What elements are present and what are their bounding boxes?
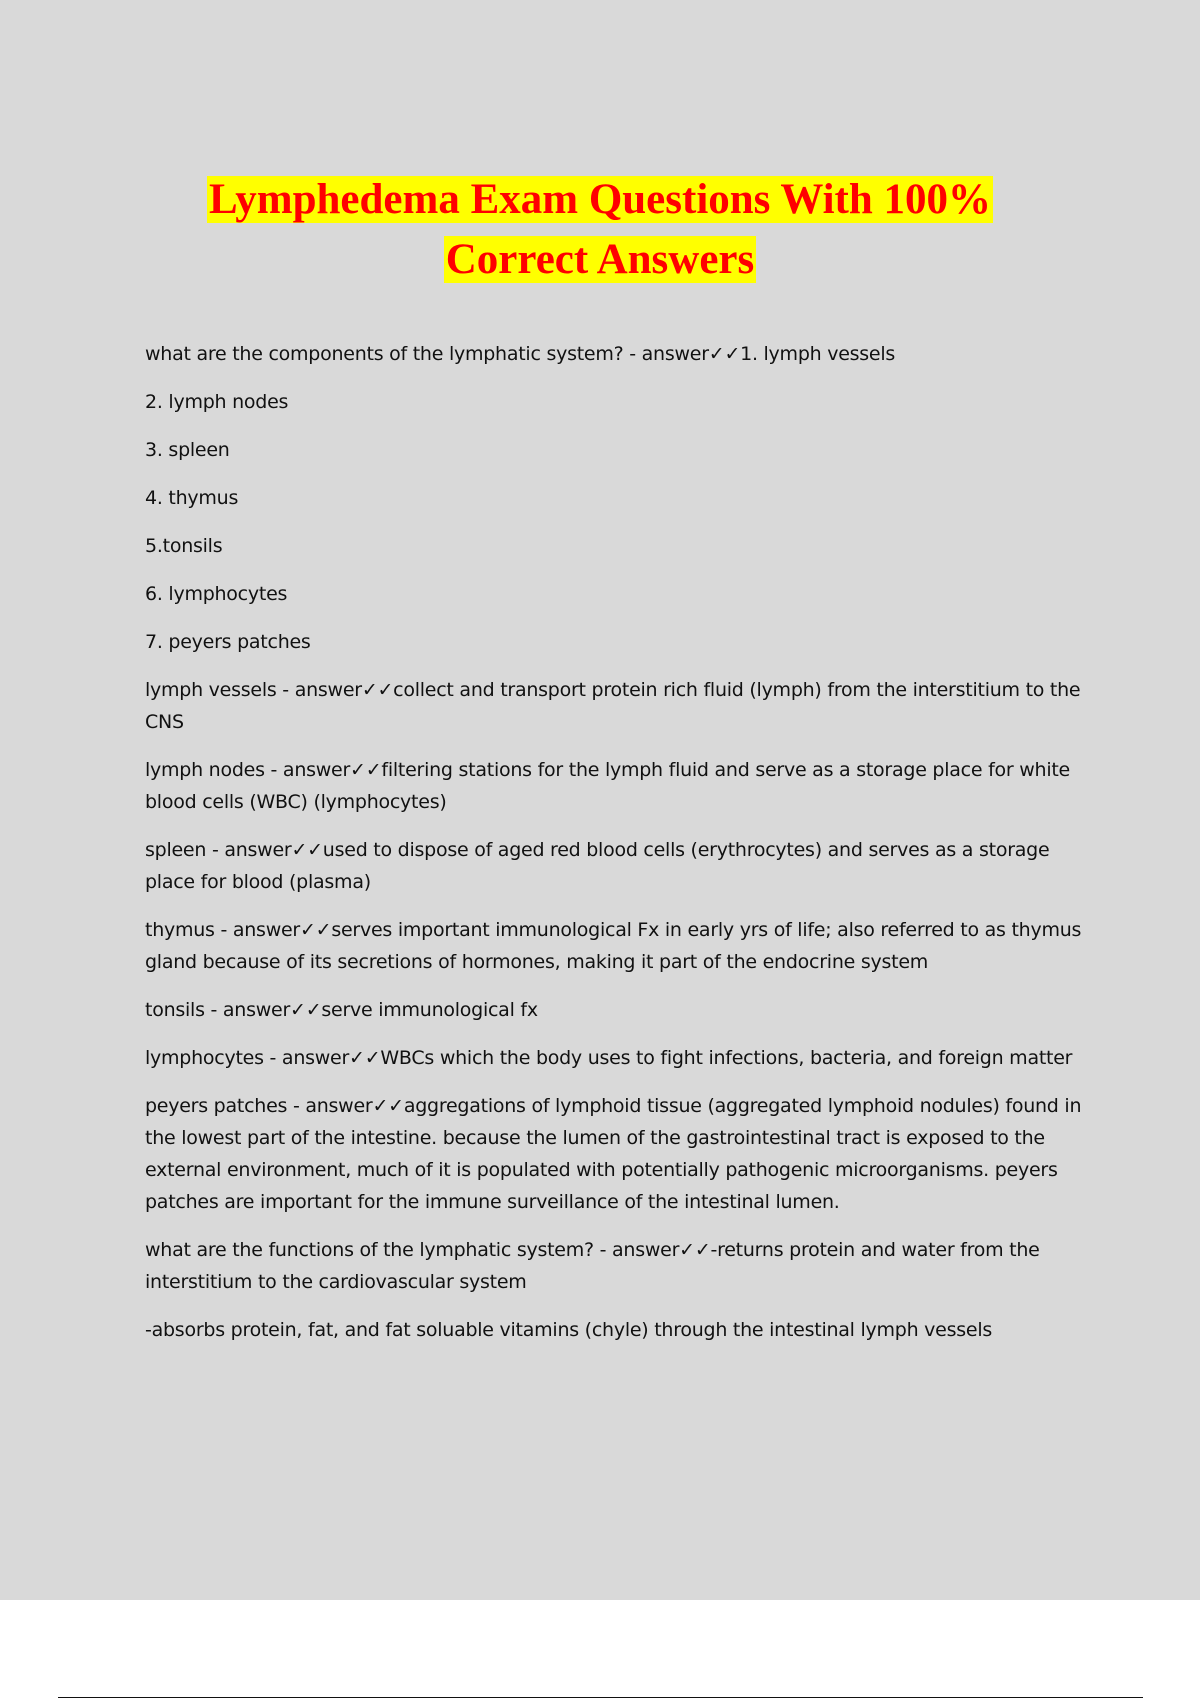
paragraph-lymph-vessels: lymph vessels - answer✓✓collect and transport protein rich fluid (lymph) from the interstitium to the CNS — [145, 679, 1081, 733]
document-body — [145, 338, 1090, 1362]
paragraph-thymus: thymus - answer✓✓serves important immunological Fx in early yrs of life; also referred to as thymus gland because of its secretions of hormones, making it part of the endocrine system — [145, 919, 1082, 973]
document-title — [0, 170, 1200, 290]
paragraph-spleen: spleen - answer✓✓used to dispose of aged red blood cells (erythrocytes) and serves as a storage place for blood (plasma) — [145, 839, 1050, 893]
paragraph-lymph-nodes: lymph nodes - answer✓✓filtering stations for the lymph fluid and serve as a storage place for white blood cells (WBC) (lymphocytes) — [145, 759, 1070, 813]
paragraph-lymphocytes: lymphocytes - answer✓✓WBCs which the body uses to fight infections, bacteria, and foreign matter — [145, 1047, 1073, 1069]
title-line-1: Lymphedema Exam Questions With 100% — [208, 176, 992, 223]
list-item-lymphocytes: 6. lymphocytes — [145, 583, 288, 605]
list-item-peyers-patches: 7. peyers patches — [145, 631, 311, 653]
list-item-tonsils: 5.tonsils — [145, 535, 223, 557]
title-line-2: Correct Answers — [445, 236, 755, 283]
list-item-thymus: 4. thymus — [145, 487, 239, 509]
list-item-lymph-nodes: 2. lymph nodes — [145, 391, 289, 413]
paragraph-functions-question: what are the functions of the lymphatic system? - answer✓✓-returns protein and water from the interstitium to the cardiovascular system — [145, 1239, 1040, 1293]
paragraph-components-question: what are the components of the lymphatic system? - answer✓✓1. lymph vessels — [145, 343, 896, 365]
list-item-spleen: 3. spleen — [145, 439, 230, 461]
paragraph-absorbs-protein: -absorbs protein, fat, and fat soluable vitamins (chyle) through the intestinal lymph vessels — [145, 1319, 993, 1341]
paragraph-peyers-patches: peyers patches - answer✓✓aggregations of lymphoid tissue (aggregated lymphoid nodules) found in the lowest part of the intestine. because the lumen of the gastrointestinal tract is exposed to the external environment, much of it is populated with potentially pathogenic microorganisms. peyers patches are important for the immune surveillance of the intestinal lumen. — [145, 1095, 1082, 1213]
paragraph-tonsils: tonsils - answer✓✓serve immunological fx — [145, 999, 538, 1021]
footer-divider — [58, 1697, 1143, 1698]
